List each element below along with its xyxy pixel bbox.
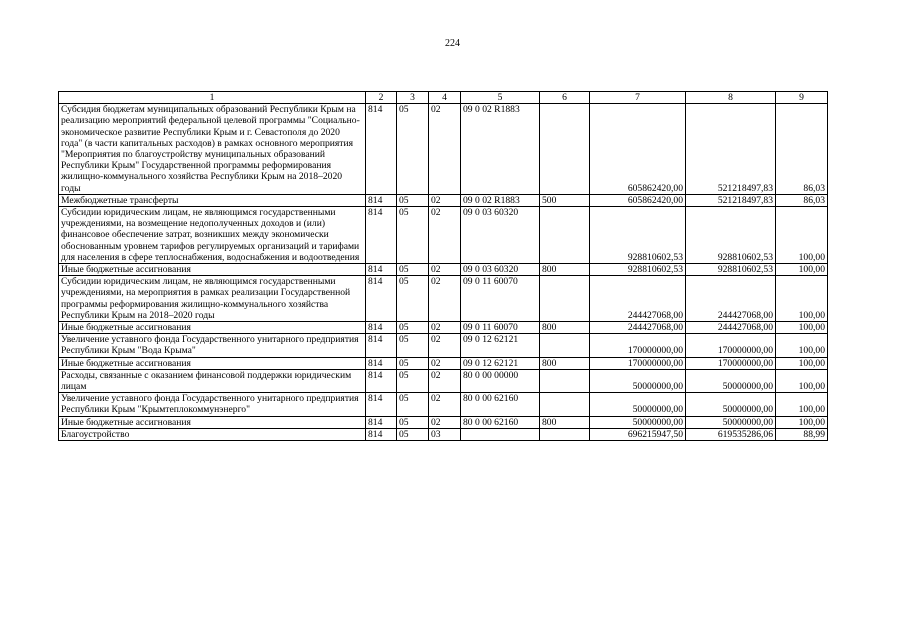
header-cell: 7 <box>590 92 686 104</box>
code-ministry: 814 <box>366 416 397 428</box>
code-expense-type <box>540 369 590 392</box>
percent-executed: 100,00 <box>776 207 828 264</box>
amount-planned: 50000000,00 <box>590 369 686 392</box>
amount-executed: 50000000,00 <box>686 393 776 416</box>
percent-executed: 86,03 <box>776 104 828 195</box>
code-section: 05 <box>397 393 429 416</box>
table-row <box>59 207 828 264</box>
amount-planned: 605862420,00 <box>590 104 686 195</box>
table-row <box>59 322 828 334</box>
table-row <box>59 194 828 206</box>
table-row <box>59 104 828 195</box>
header-cell: 4 <box>429 92 461 104</box>
row-description: Расходы, связанные с оказанием финансовой поддержки юридическим лицам <box>59 369 366 392</box>
code-section: 05 <box>397 194 429 206</box>
amount-executed: 928810602,53 <box>686 207 776 264</box>
header-cell: 3 <box>397 92 429 104</box>
percent-executed: 100,00 <box>776 393 828 416</box>
code-ministry: 814 <box>366 428 397 440</box>
code-ministry: 814 <box>366 264 397 276</box>
percent-executed: 88,99 <box>776 428 828 440</box>
row-description: Благоустройство <box>59 428 366 440</box>
code-ministry: 814 <box>366 207 397 264</box>
percent-executed: 100,00 <box>776 357 828 369</box>
row-description: Субсидия бюджетам муниципальных образований Республики Крым на реализацию мероприятий федеральной целевой программы "Социально-экономическое развитие Республики Крым и г. Севастополя до 2020 года" (в части капитальных расходов) в рамках основного мероприятия "Мероприятия по благоустройству муниципальных образований Республики Крым" Государственной программы реформирования жилищно-коммунального хозяйства Республики Крым на 2018–2020 годы <box>59 104 366 195</box>
header-cell: 1 <box>59 92 366 104</box>
amount-planned: 928810602,53 <box>590 207 686 264</box>
code-subsection: 02 <box>429 322 461 334</box>
code-section: 05 <box>397 276 429 322</box>
percent-executed: 100,00 <box>776 416 828 428</box>
code-target-article: 09 0 02 R1883 <box>461 104 540 195</box>
code-expense-type: 800 <box>540 264 590 276</box>
code-target-article: 80 0 00 62160 <box>461 393 540 416</box>
code-section: 05 <box>397 334 429 357</box>
row-description: Субсидии юридическим лицам, не являющимся государственными учреждениями, на мероприятия в рамках реализации Государственной программы реформирования жилищно-коммунального хозяйства Республики Крым на 2018–2020 годы <box>59 276 366 322</box>
header-cell: 9 <box>776 92 828 104</box>
code-subsection: 02 <box>429 276 461 322</box>
percent-executed: 100,00 <box>776 264 828 276</box>
header-cell: 5 <box>461 92 540 104</box>
table-row <box>59 416 828 428</box>
row-description: Иные бюджетные ассигнования <box>59 322 366 334</box>
amount-executed: 170000000,00 <box>686 357 776 369</box>
amount-planned: 244427068,00 <box>590 276 686 322</box>
code-expense-type: 800 <box>540 357 590 369</box>
code-ministry: 814 <box>366 104 397 195</box>
amount-planned: 170000000,00 <box>590 357 686 369</box>
header-cell: 6 <box>540 92 590 104</box>
code-expense-type: 800 <box>540 322 590 334</box>
table-row <box>59 393 828 416</box>
code-ministry: 814 <box>366 357 397 369</box>
amount-planned: 605862420,00 <box>590 194 686 206</box>
amount-planned: 696215947,50 <box>590 428 686 440</box>
budget-table <box>58 91 828 441</box>
amount-executed: 928810602,53 <box>686 264 776 276</box>
amount-planned: 244427068,00 <box>590 322 686 334</box>
table-row <box>59 369 828 392</box>
row-description: Субсидии юридическим лицам, не являющимся государственными учреждениями, на возмещение недополученных доходов и (или) финансовое обеспечение затрат, возникших между экономически обоснованным уровнем тарифов регулируемых организаций и тарифами для населения в сфере теплоснабжения, водоснабжения и водоотведения <box>59 207 366 264</box>
code-target-article: 09 0 12 62121 <box>461 357 540 369</box>
code-section: 05 <box>397 416 429 428</box>
header-cell: 2 <box>366 92 397 104</box>
amount-planned: 50000000,00 <box>590 416 686 428</box>
code-subsection: 02 <box>429 357 461 369</box>
code-target-article: 09 0 03 60320 <box>461 264 540 276</box>
table-row <box>59 334 828 357</box>
amount-planned: 928810602,53 <box>590 264 686 276</box>
amount-executed: 521218497,83 <box>686 194 776 206</box>
table-row <box>59 276 828 322</box>
amount-executed: 619535286,06 <box>686 428 776 440</box>
row-description: Межбюджетные трансферты <box>59 194 366 206</box>
percent-executed: 86,03 <box>776 194 828 206</box>
code-target-article: 09 0 11 60070 <box>461 276 540 322</box>
code-subsection: 03 <box>429 428 461 440</box>
amount-executed: 50000000,00 <box>686 416 776 428</box>
amount-executed: 170000000,00 <box>686 334 776 357</box>
code-subsection: 02 <box>429 104 461 195</box>
amount-planned: 50000000,00 <box>590 393 686 416</box>
code-expense-type <box>540 104 590 195</box>
code-expense-type: 800 <box>540 416 590 428</box>
amount-executed: 244427068,00 <box>686 322 776 334</box>
code-section: 05 <box>397 357 429 369</box>
row-description: Иные бюджетные ассигнования <box>59 416 366 428</box>
percent-executed: 100,00 <box>776 276 828 322</box>
amount-executed: 50000000,00 <box>686 369 776 392</box>
code-subsection: 02 <box>429 393 461 416</box>
code-expense-type <box>540 334 590 357</box>
table-row <box>59 428 828 440</box>
row-description: Увеличение уставного фонда Государственного унитарного предприятия Республики Крым "Крымтеплокоммунэнерго" <box>59 393 366 416</box>
page-number: 224 <box>445 38 460 49</box>
code-subsection: 02 <box>429 369 461 392</box>
percent-executed: 100,00 <box>776 369 828 392</box>
code-section: 05 <box>397 264 429 276</box>
row-description: Иные бюджетные ассигнования <box>59 357 366 369</box>
code-subsection: 02 <box>429 194 461 206</box>
code-ministry: 814 <box>366 369 397 392</box>
code-section: 05 <box>397 207 429 264</box>
code-subsection: 02 <box>429 264 461 276</box>
row-description: Увеличение уставного фонда Государственного унитарного предприятия Республики Крым "Вода Крыма" <box>59 334 366 357</box>
amount-executed: 521218497,83 <box>686 104 776 195</box>
amount-planned: 170000000,00 <box>590 334 686 357</box>
percent-executed: 100,00 <box>776 334 828 357</box>
code-subsection: 02 <box>429 334 461 357</box>
percent-executed: 100,00 <box>776 322 828 334</box>
code-section: 05 <box>397 104 429 195</box>
code-ministry: 814 <box>366 334 397 357</box>
table-row <box>59 357 828 369</box>
code-ministry: 814 <box>366 322 397 334</box>
code-ministry: 814 <box>366 393 397 416</box>
code-expense-type <box>540 276 590 322</box>
code-expense-type <box>540 428 590 440</box>
code-expense-type <box>540 393 590 416</box>
header-cell: 8 <box>686 92 776 104</box>
code-expense-type <box>540 207 590 264</box>
code-ministry: 814 <box>366 194 397 206</box>
table-row <box>59 264 828 276</box>
code-target-article: 09 0 11 60070 <box>461 322 540 334</box>
code-target-article: 80 0 00 62160 <box>461 416 540 428</box>
code-target-article: 80 0 00 00000 <box>461 369 540 392</box>
row-description: Иные бюджетные ассигнования <box>59 264 366 276</box>
code-subsection: 02 <box>429 207 461 264</box>
code-target-article: 09 0 03 60320 <box>461 207 540 264</box>
code-target-article <box>461 428 540 440</box>
code-section: 05 <box>397 369 429 392</box>
header-row <box>59 92 828 104</box>
code-expense-type: 500 <box>540 194 590 206</box>
amount-executed: 244427068,00 <box>686 276 776 322</box>
code-target-article: 09 0 12 62121 <box>461 334 540 357</box>
code-section: 05 <box>397 428 429 440</box>
code-ministry: 814 <box>366 276 397 322</box>
code-section: 05 <box>397 322 429 334</box>
code-target-article: 09 0 02 R1883 <box>461 194 540 206</box>
code-subsection: 02 <box>429 416 461 428</box>
